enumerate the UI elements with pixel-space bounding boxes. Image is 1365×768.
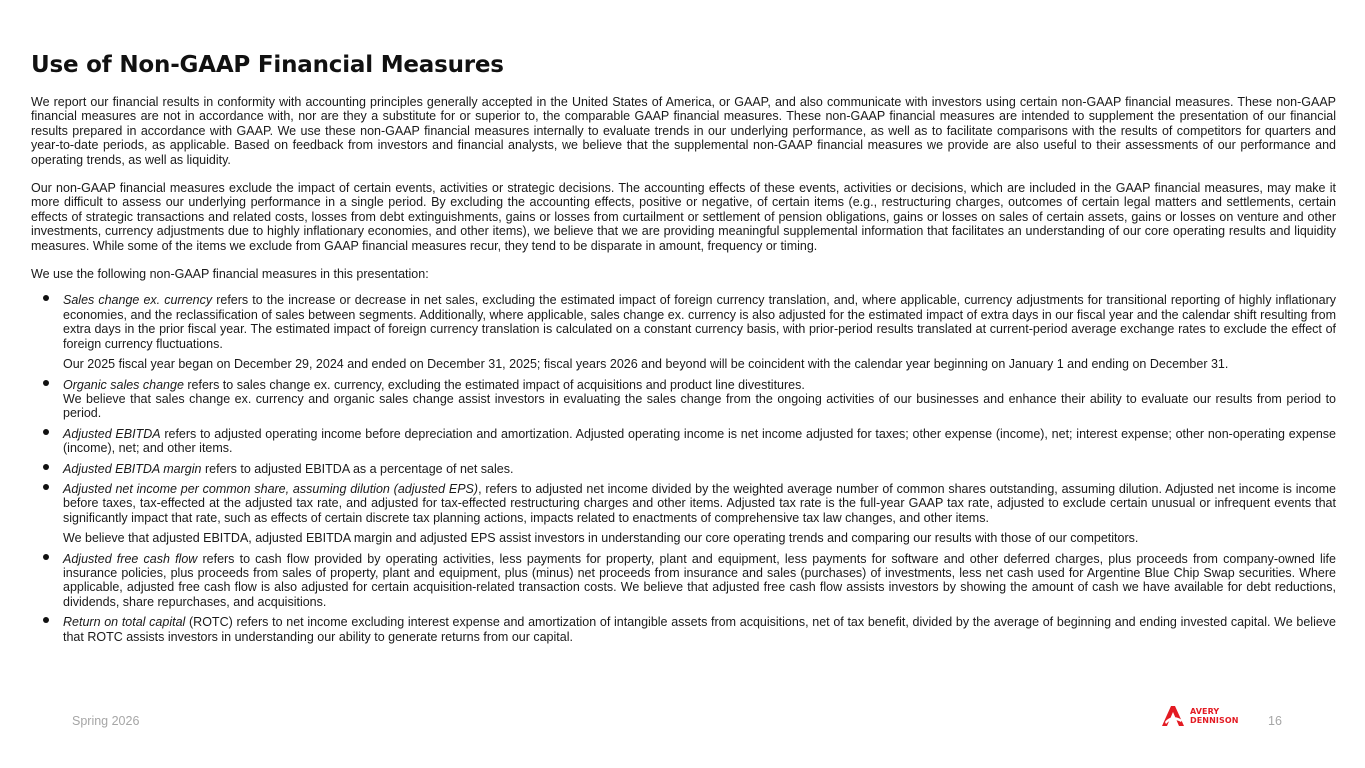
page-number: 16 [1268,714,1282,728]
definition: refers to sales change ex. currency, excluding the estimated impact of acquisitions and product line divestitures. [183,377,805,392]
organic-note: We believe that sales change ex. currency and organic sales change assist investors in evaluating the sales change from the ongoing activities of our businesses and enhance their ability to evaluate our results from period to period. [63,391,1336,421]
logo-wordmark [1190,707,1239,725]
term: Adjusted net income per common share, assuming dilution (adjusted EPS) [63,481,479,496]
definition: , refers to adjusted net income divided by the weighted average number of common shares outstanding, assuming dilution. Adjusted net income is income before taxes, tax-effected at the adjusted tax rate, and adjusted for tax-effected restructuring charges and other items. Adjusted tax rate is the full-year GAAP tax rate, adjusted to exclude certain unusual or infrequent events that significantly impact that rate, such as effects of certain discrete tax planning actions, impacts related to enactments of comprehensive tax law changes, and other items. [63,481,1336,525]
measures-intro: We use the following non-GAAP financial measures in this presentation: [31,267,429,282]
bullet-icon [43,295,49,301]
footer-date: Spring 2026 [72,714,140,728]
bullet-icon [43,464,49,470]
list-item-free-cash-flow [31,552,1336,610]
list-item-adjusted-eps [31,482,1336,546]
definition: refers to adjusted EBITDA as a percentage of net sales. [201,461,514,476]
term: Adjusted EBITDA margin [63,461,202,476]
exclusions-paragraph: Our non-GAAP financial measures exclude the impact of certain events, activities or strategic decisions. The accounting effects of these events, activities or decisions, which are included in the GAAP financial measures, may make it more difficult to assess our underlying performance in a single period. By excluding the accounting effects, positive or negative, of certain items (e.g., restructuring charges, outcomes of certain legal matters and settlements, certain effects of strategic transactions and related costs, losses from debt extinguishments, gains or losses from curtailment or settlement of pension obligations, gains or losses on sales of certain assets, gains or losses on venture and other investments, currency adjustments due to highly inflationary economies, and other items), we believe that we are providing meaningful supplemental information that facilitates an understanding of our core operating results and liquidity measures. While some of the items we exclude from GAAP financial measures recur, they tend to be disparate in amount, frequency or timing. [31,181,1336,253]
term: Adjusted EBITDA [63,426,161,441]
eps-note: We believe that adjusted EBITDA, adjusted EBITDA margin and adjusted EPS assist investors in understanding our core operating trends and comparing our results with those of our competitors. [63,531,1139,546]
intro-paragraph: We report our financial results in conformity with accounting principles generally accepted in the United States of America, or GAAP, and also communicate with investors using certain non-GAAP financial measures. These non-GAAP financial measures are not in accordance with, nor are they a substitute for or superior to, the comparable GAAP financial measures. These non-GAAP financial measures are intended to supplement the presentation of our financial results prepared in accordance with GAAP. We use these non-GAAP financial measures internally to evaluate trends in our underlying performance, as well as to facilitate comparisons with the results of competitors for quarters and year-to-date periods, as applicable. Based on feedback from investors and financial analysts, we believe that the supplemental non-GAAP financial measures we provide are also useful to their assessments of our performance and operating trends, as well as liquidity. [31,95,1336,167]
list-item-organic-sales [31,378,1336,421]
definition: refers to the increase or decrease in net sales, excluding the estimated impact of foreign currency translation, and, where applicable, currency adjustments for transitional reporting of highly inflationary economies, and the reclassification of sales between segments. Additionally, where applicable, sales change ex. currency is also adjusted for the estimated impact of extra days in our fiscal year and the calendar shift resulting from extra days in the prior fiscal year. The estimated impact of foreign currency translation is calculated on a constant currency basis, with prior-period results translated at current-period average exchange rates to exclude the effect of foreign currency fluctuations. [63,293,1336,351]
bullet-icon [43,484,49,490]
logo-line-2: DENNISON [1190,716,1239,725]
avery-dennison-logo [1159,702,1239,730]
term: Return on total capital [63,615,186,630]
term: Adjusted free cash flow [63,551,198,566]
list-item-adjusted-ebitda [31,427,1336,456]
logo-line-1: AVERY [1190,707,1220,716]
page-title: Use of Non-GAAP Financial Measures [31,52,504,78]
bullet-icon [43,380,49,386]
fiscal-year-note: Our 2025 fiscal year began on December 29, 2024 and ended on December 31, 2025; fiscal years 2026 and beyond will be coincident with the calendar year beginning on January 1 and ending on December 31. [63,357,1229,372]
term: Organic sales change [63,377,184,392]
logo-mark-icon [1159,702,1187,730]
measures-list [31,293,1336,644]
list-item-sales-change [31,293,1336,371]
list-item-ebitda-margin [31,462,1336,476]
bullet-icon [43,617,49,623]
definition: (ROTC) refers to net income excluding interest expense and amortization of intangible assets from acquisitions, net of tax benefit, divided by the average of beginning and ending invested capital. We believe that ROTC assists investors in understanding our ability to generate returns from our capital. [63,615,1337,644]
slide-body [31,95,1336,650]
definition: refers to adjusted operating income before depreciation and amortization. Adjusted operating income is net income adjusted for taxes; other expense (income), net; interest expense; other non-operating expense (income), net; and other items. [63,426,1337,456]
bullet-icon [43,429,49,435]
bullet-icon [43,554,49,560]
list-item-rotc [31,615,1336,644]
definition: refers to cash flow provided by operating activities, less payments for property, plant and equipment, less payments for software and other deferred charges, plus proceeds from company-owned life insurance policies, plus proceeds from sales of property, plant and equipment, plus (minus) net proceeds from insurance and sales (purchases) of investments, less net cash used for Argentine Blue Chip Swap securities. Where applicable, adjusted free cash flow is also adjusted for certain acquisition-related transaction costs. We believe that adjusted free cash flow assists investors by showing the amount of cash we have available for debt reductions, dividends, share repurchases, and acquisitions. [63,551,1336,609]
term: Sales change ex. currency [63,293,213,308]
